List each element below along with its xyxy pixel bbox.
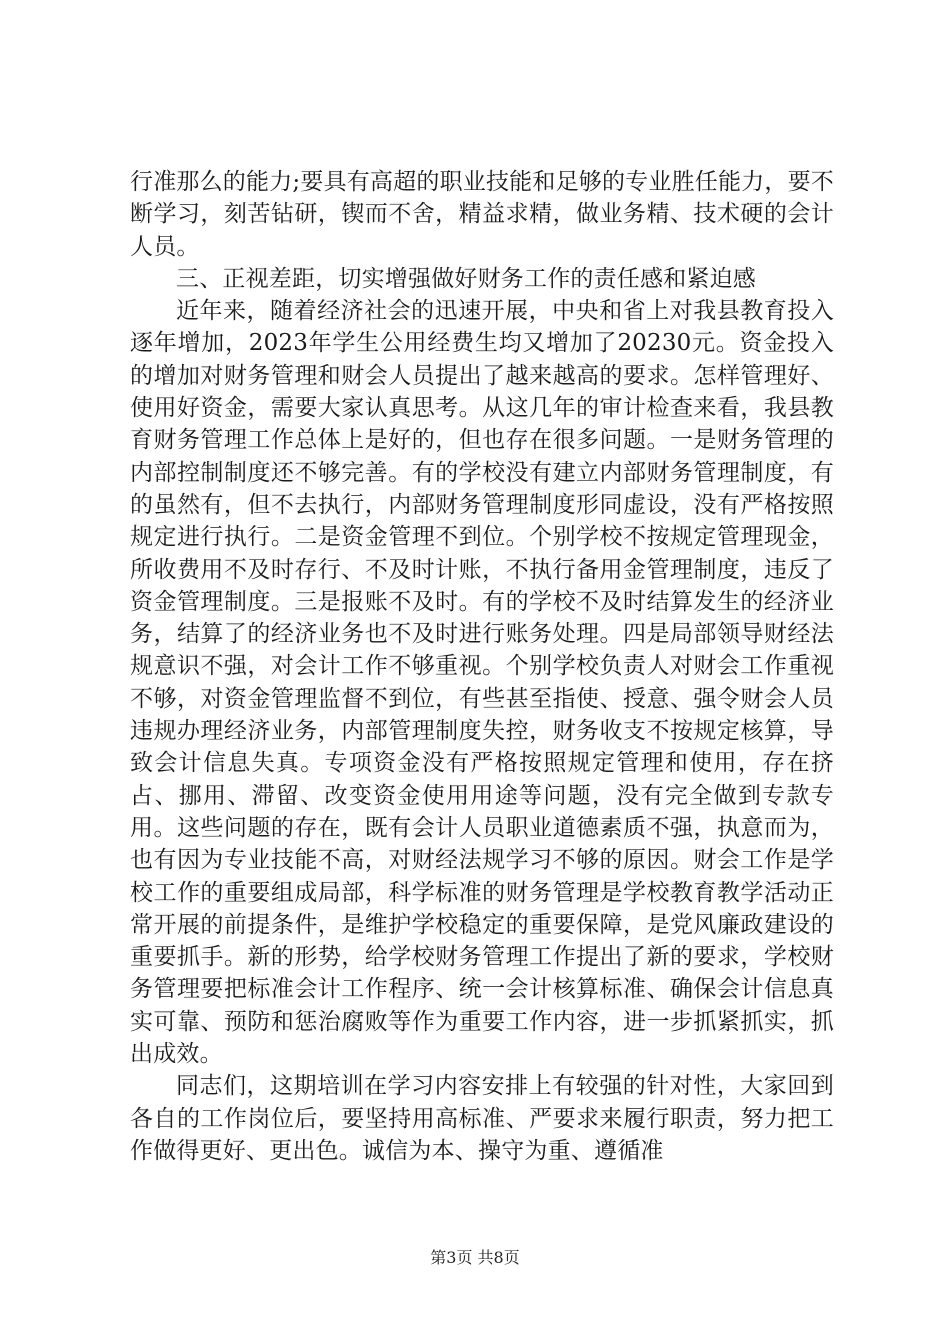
document-body (130, 166, 834, 1167)
paragraph-closing: 同志们，这期培训在学习内容安排上有较强的针对性，大家回到各自的工作岗位后，要坚持用高标准、严要求来履行职责，努力把工作做得更好、更出色。诚信为本、操守为重、遵循准 (130, 1073, 834, 1164)
page-footer (0, 1245, 950, 1268)
section-heading: 三、正视差距，切实增强做好财务工作的责任感和紧迫感 (176, 265, 756, 292)
paragraph-body: 近年来，随着经济社会的迅速开展，中央和省上对我县教育投入逐年增加，2023年学生公用经费生均又增加了20230元。资金投入的增加对财务管理和财会人员提出了越来越高的要求。怎样管理好、使用好资金，需要大家认真思考。从这几年的审计检查来看，我县教育财务管理工作总体上是好的，但也存在很多问题。一是财务管理的内部控制制度还不够完善。有的学校没有建立内部财务管理制度，有的虽然有，但不去执行，内部财务管理制度形同虚设，没有严格按照规定进行执行。二是资金管理不到位。个别学校不按规定管理现金，所收费用不及时存行、不及时计账，不执行备用金管理制度，违反了资金管理制度。三是报账不及时。有的学校不及时结算发生的经济业务，结算了的经济业务也不及时进行账务处理。四是局部领导财经法规意识不强，对会计工作不够重视。个别学校负责人对财会工作重视不够，对资金管理监督不到位，有些甚至指使、授意、强令财会人员违规办理经济业务，内部管理制度失控，财务收支不按规定核算，导致会计信息失真。专项资金没有严格按照规定管理和使用，存在挤占、挪用、滞留、改变资金使用用途等问题，没有完全做到专款专用。这些问题的存在，既有会计人员职业道德素质不强，执意而为，也有因为专业技能不高，对财经法规学习不够的原因。财会工作是学校工作的重要组成局部，科学标准的财务管理是学校教育教学活动正常开展的前提条件，是维护学校稳定的重要保障，是党风廉政建设的重要抓手。新的形势，给学校财务管理工作提出了新的要求，学校财务管理要把标准会计工作程序、统一会计核算标准、确保会计信息真实可靠、预防和惩治腐败等作为重要工作内容，进一步抓紧抓实，抓出成效。 (130, 298, 834, 1068)
page-number: 第3页 共8页 (430, 1248, 520, 1267)
paragraph-continuation: 行准那么的能力;要具有高超的职业技能和足够的专业胜任能力，要不断学习，刻苦钻研，锲而不舍，精益求精，做业务精、技术硬的会计人员。 (130, 169, 834, 260)
